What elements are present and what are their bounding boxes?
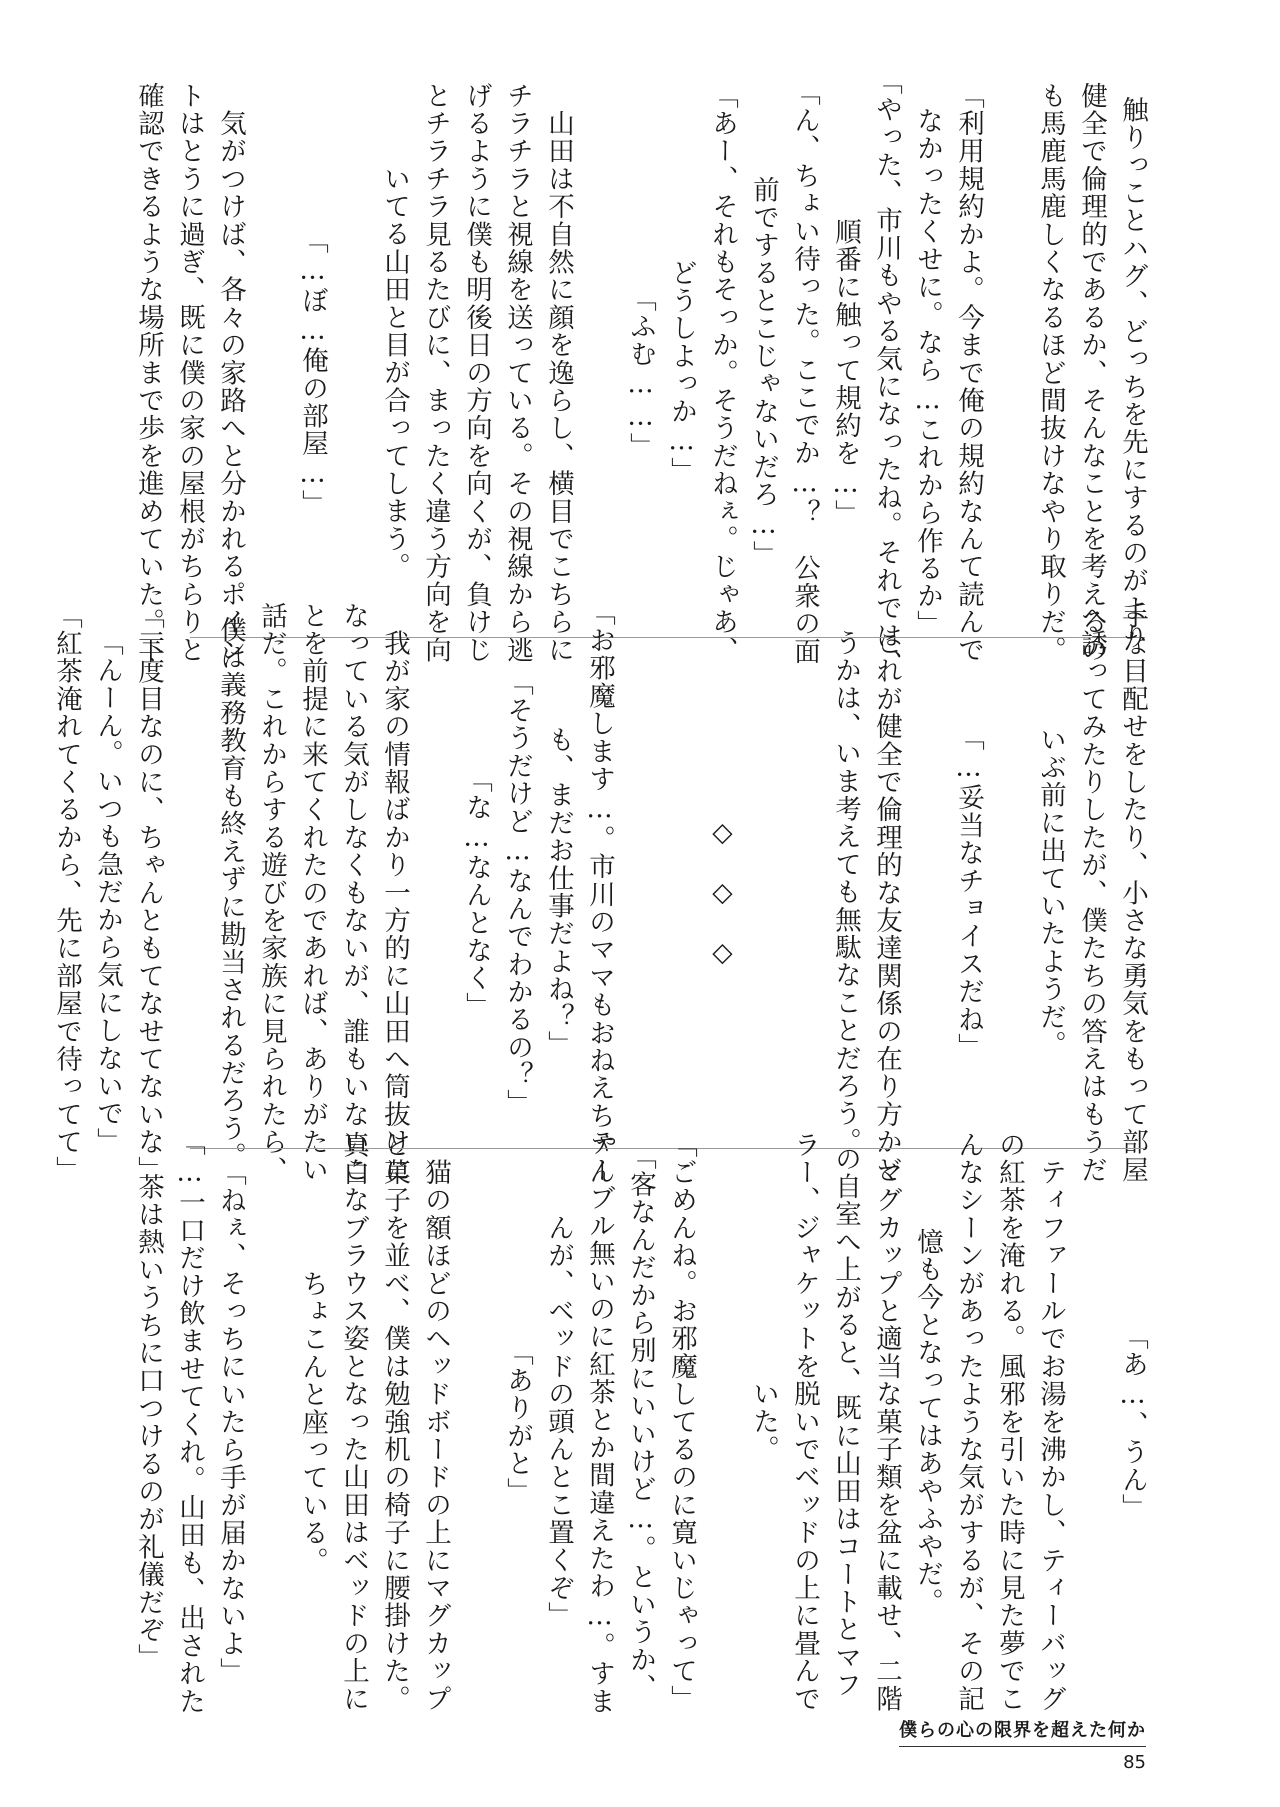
- text-column: チラチラと視線を送っている。その視線から逃: [502, 81, 533, 664]
- text-column: の紅茶を淹れる。風邪を引いた時に見た夢でこ: [994, 1131, 1025, 1713]
- text-column: [776, 650, 817, 1135]
- text-column: とを前提に来てくれたのであれば、ありがたい: [297, 601, 328, 1184]
- text-column: げるように僕も明後日の方向を向くが、負けじ: [461, 81, 492, 664]
- text-column: これが健全で倫理的な友達関係の在り方かど: [871, 601, 902, 1184]
- text-column: んなシーンがあったような気がするが、その記: [953, 1131, 984, 1713]
- text-column: の自室へ上がると、既に山田はコートとマフ: [830, 1145, 861, 1699]
- text-column: 「…一口だけ飲ませてくれ。山田も、出された: [174, 1128, 205, 1716]
- text-column: 「…ぼ…俺の部屋…」: [297, 227, 328, 518]
- text-column: 話だ。これからする遊びを家族に見られたら、: [256, 601, 287, 1184]
- text-column: 「ねぇ、そっちにいたら手が届かないよ」: [215, 1158, 246, 1686]
- text-column: [981, 120, 1022, 625]
- text-column: [407, 650, 448, 1135]
- text-column: マグカップと適当な菓子類を盆に載せ、二階: [871, 1131, 902, 1713]
- text-column: どうしよっか…」: [666, 259, 697, 486]
- text-column: 健全で倫理的であるか、そんなことを考えるの: [1076, 81, 1107, 664]
- text-column: なかったくせに。なら…これから作るか」: [912, 107, 943, 638]
- text-column: 「客なんだから別にいいけど…。というか、: [625, 1142, 656, 1702]
- text-column: ちょこんと座っている。: [297, 1269, 328, 1575]
- text-column: [243, 120, 284, 625]
- text-column: [694, 1162, 735, 1682]
- text-column: 手な目配せをしたり、小さな勇気をもって部屋: [1117, 601, 1148, 1184]
- text-column: んが、ベッドの頭んとこ置くぞ」: [543, 1214, 574, 1630]
- text-column: 「やった、市川もやる気になったね。それでは、: [871, 67, 902, 678]
- text-column: 気がつけば、各々の家路へと分かれるポイン: [215, 81, 246, 664]
- text-column: へ誘ってみたりしたが、僕たちの答えはもうだ: [1076, 601, 1107, 1184]
- text-column: ティファールでお湯を沸かし、ティーバッグ: [1035, 1131, 1066, 1713]
- text-column: 順番に触って規約を…」: [830, 217, 861, 528]
- text-column: 「ん、ちょい待った。ここでか…？ 公衆の面: [789, 79, 820, 666]
- text-column: 「んーん。いつも急だから気にしないで」: [92, 629, 123, 1156]
- text-column: トはとうに過ぎ、既に僕の家の屋根がちらりと: [174, 81, 205, 664]
- text-column: 前でするとこじゃないだろ…」: [748, 176, 779, 569]
- text-column: [325, 120, 366, 625]
- text-column: も馬鹿馬鹿しくなるほど間抜けなやり取りだ。: [1035, 81, 1066, 664]
- text-column: 「ありがと」: [502, 1338, 533, 1506]
- text-column: 真白なブラウス姿となった山田はベッドの上に: [338, 1131, 369, 1713]
- text-tier-bottom: [133, 1128, 1148, 1716]
- text-column: [899, 650, 940, 1135]
- text-column: [1063, 1162, 1104, 1682]
- text-column: 「ふむ……」: [625, 284, 656, 461]
- text-column: いてる山田と目が合ってしまう。: [379, 164, 410, 581]
- text-column: 「あ…、うん」: [1117, 1322, 1148, 1522]
- text-column: [735, 650, 776, 1135]
- text-column: 「三度目なのに、ちゃんともてなせてないな」: [133, 601, 164, 1184]
- text-column: 「そうだけど…なんでわかるの？」: [502, 668, 533, 1117]
- text-column: [653, 650, 694, 1135]
- text-column: [612, 650, 653, 1135]
- text-column: いた。: [748, 1380, 779, 1464]
- text-column: 「ごめんね。お邪魔してるのに寛いじゃって」: [666, 1131, 697, 1713]
- text-column: テーブル無いのに紅茶とか間違えたわ…。すま: [584, 1128, 615, 1716]
- text-column: とチラチラ見るたびに、まったく違う方向を向: [420, 81, 451, 664]
- text-column: 「な…なんとなく」: [461, 765, 492, 1020]
- text-column: うかは、いま考えても無駄なことだろう。: [830, 629, 861, 1156]
- text-column: ◇ ◇ ◇: [707, 816, 738, 969]
- text-column: [161, 650, 202, 1135]
- text-tier-middle: [51, 599, 1148, 1186]
- text-column: [571, 120, 612, 625]
- text-column: と菓子を並べ、僕は勉強机の椅子に腰掛けた。: [379, 1131, 410, 1713]
- text-column: なっている気がしなくもないが、誰もいないこ: [338, 601, 369, 1184]
- text-column: [243, 1162, 284, 1682]
- text-column: 山田は不自然に顔を逸らし、横目でこちらに: [543, 81, 574, 664]
- text-column: 触りっことハグ、どっちを先にするのがより: [1117, 95, 1148, 650]
- text-column: 我が家の情報ばかり一方的に山田へ筒抜けに: [379, 601, 410, 1184]
- text-column: 確認できるような場所まで歩を進めていた。下: [133, 81, 164, 664]
- text-column: 「紅茶淹れてくるから、先に部屋で待ってて」: [51, 601, 82, 1184]
- text-column: 茶は熱いうちに口つけるのが礼儀だぞ」: [133, 1172, 164, 1672]
- text-column: 「利用規約かよ。今まで俺の規約なんて読んで: [953, 81, 984, 664]
- text-column: いぶ前に出ていたようだ。: [1035, 726, 1066, 1059]
- text-tier-top: [133, 67, 1148, 678]
- running-title: 僕らの心の限界を超えた何か: [899, 1716, 1146, 1747]
- text-column: [448, 1162, 489, 1682]
- text-column: [981, 650, 1022, 1135]
- text-column: 「…妥当なチョイスだね」: [953, 724, 984, 1061]
- page-number: 85: [1123, 1752, 1146, 1773]
- text-column: 憶も今となってはあやふやだ。: [912, 1228, 943, 1616]
- text-column: も、まだお仕事だよね？」: [543, 726, 574, 1059]
- text-column: ラー、ジャケットを脱いでベッドの上に畳んで: [789, 1131, 820, 1713]
- text-column: 「お邪魔します…。市川のママもおねえちゃん: [584, 599, 615, 1186]
- text-column: 猫の額ほどのヘッドボードの上にマグカップ: [420, 1131, 451, 1713]
- text-column: 僕は義務教育も終えずに勘当されるだろう。: [215, 615, 246, 1170]
- text-column: 「あー、それもそっか。そうだねぇ。じゃあ、: [707, 81, 738, 664]
